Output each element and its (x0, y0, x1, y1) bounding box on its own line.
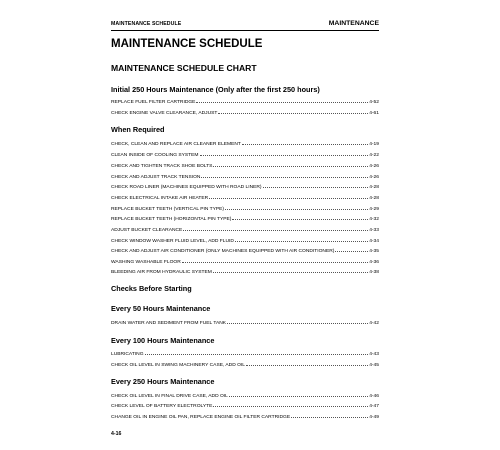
schedule-entry: LUBRICATING 4-43 (111, 350, 379, 357)
schedule-entry: CHECK OIL LEVEL IN FINAL DRIVE CASE, ADD OIL 4-46 (111, 392, 379, 399)
schedule-entry: CHECK OIL LEVEL IN SWING MACHINERY CASE, ADD OIL 4-45 (111, 361, 379, 368)
schedule-entry: WASHING WASHABLE FLOOR 4-36 (111, 258, 379, 265)
schedule-entry: CHECK ELECTRICAL INTAKE AIR HEATER 4-28 (111, 194, 379, 201)
schedule-entry: CLEAN INSIDE OF COOLING SYSTEM 4-22 (111, 151, 379, 158)
section-heading-every-250: Every 250 Hours Maintenance (111, 377, 215, 386)
schedule-entry: CHANGE OIL IN ENGINE OIL PAN, REPLACE ENGINE OIL FILTER CARTRIDGE 4-49 (111, 413, 379, 420)
schedule-entry: CHECK AND ADJUST TRACK TENSION 4-26 (111, 173, 379, 180)
schedule-entry: REPLACE BUCKET TEETH (HORIZONTAL PIN TYPE) 4-32 (111, 215, 379, 222)
schedule-entry: REPLACE FUEL FILTER CARTRIDGE 4-52 (111, 98, 379, 105)
running-header-right: MAINTENANCE (328, 20, 379, 27)
schedule-entry: ADJUST BUCKET CLEARANCE 4-33 (111, 226, 379, 233)
schedule-entry: CHECK LEVEL OF BATTERY ELECTROLYTE 4-47 (111, 402, 379, 409)
schedule-entry: CHECK AND TIGHTEN TRACK SHOE BOLTS 4-26 (111, 162, 379, 169)
section-heading-checks-before-starting: Checks Before Starting (111, 284, 192, 293)
schedule-entry: BLEEDING AIR FROM HYDRAULIC SYSTEM 4-38 (111, 268, 379, 275)
section-heading-every-100: Every 100 Hours Maintenance (111, 336, 215, 345)
schedule-entry: CHECK ROAD LINER (MACHINES EQUIPPED WITH ROAD LINER) 4-28 (111, 183, 379, 190)
page-number: 4-16 (111, 431, 122, 437)
schedule-entry: CHECK WINDOW WASHER FLUID LEVEL, ADD FLUID 4-34 (111, 237, 379, 244)
chart-subtitle: MAINTENANCE SCHEDULE CHART (111, 63, 257, 73)
section-heading-when-required: When Required (111, 125, 165, 134)
schedule-entry: CHECK, CLEAN AND REPLACE AIR CLEANER ELEMENT 4-19 (111, 140, 379, 147)
schedule-entry: CHECK AND ADJUST AIR CONDITIONER (ONLY MACHINES EQUIPPED WITH AIR CONDITIONER) 4-35 (111, 247, 379, 254)
section-heading-initial-250: Initial 250 Hours Maintenance (Only after the first 250 hours) (111, 85, 320, 94)
page-title: MAINTENANCE SCHEDULE (111, 38, 263, 50)
schedule-entry: REPLACE BUCKET TEETH (VERTICAL PIN TYPE) 4-29 (111, 205, 379, 212)
schedule-entry: DRAIN WATER AND SEDIMENT FROM FUEL TANK 4-42 (111, 319, 379, 326)
running-header-left: MAINTENANCE SCHEDULE (111, 21, 182, 27)
section-heading-every-50: Every 50 Hours Maintenance (111, 304, 211, 313)
running-header (111, 21, 379, 31)
schedule-entry: CHECK ENGINE VALVE CLEARANCE, ADJUST 4-61 (111, 109, 379, 116)
